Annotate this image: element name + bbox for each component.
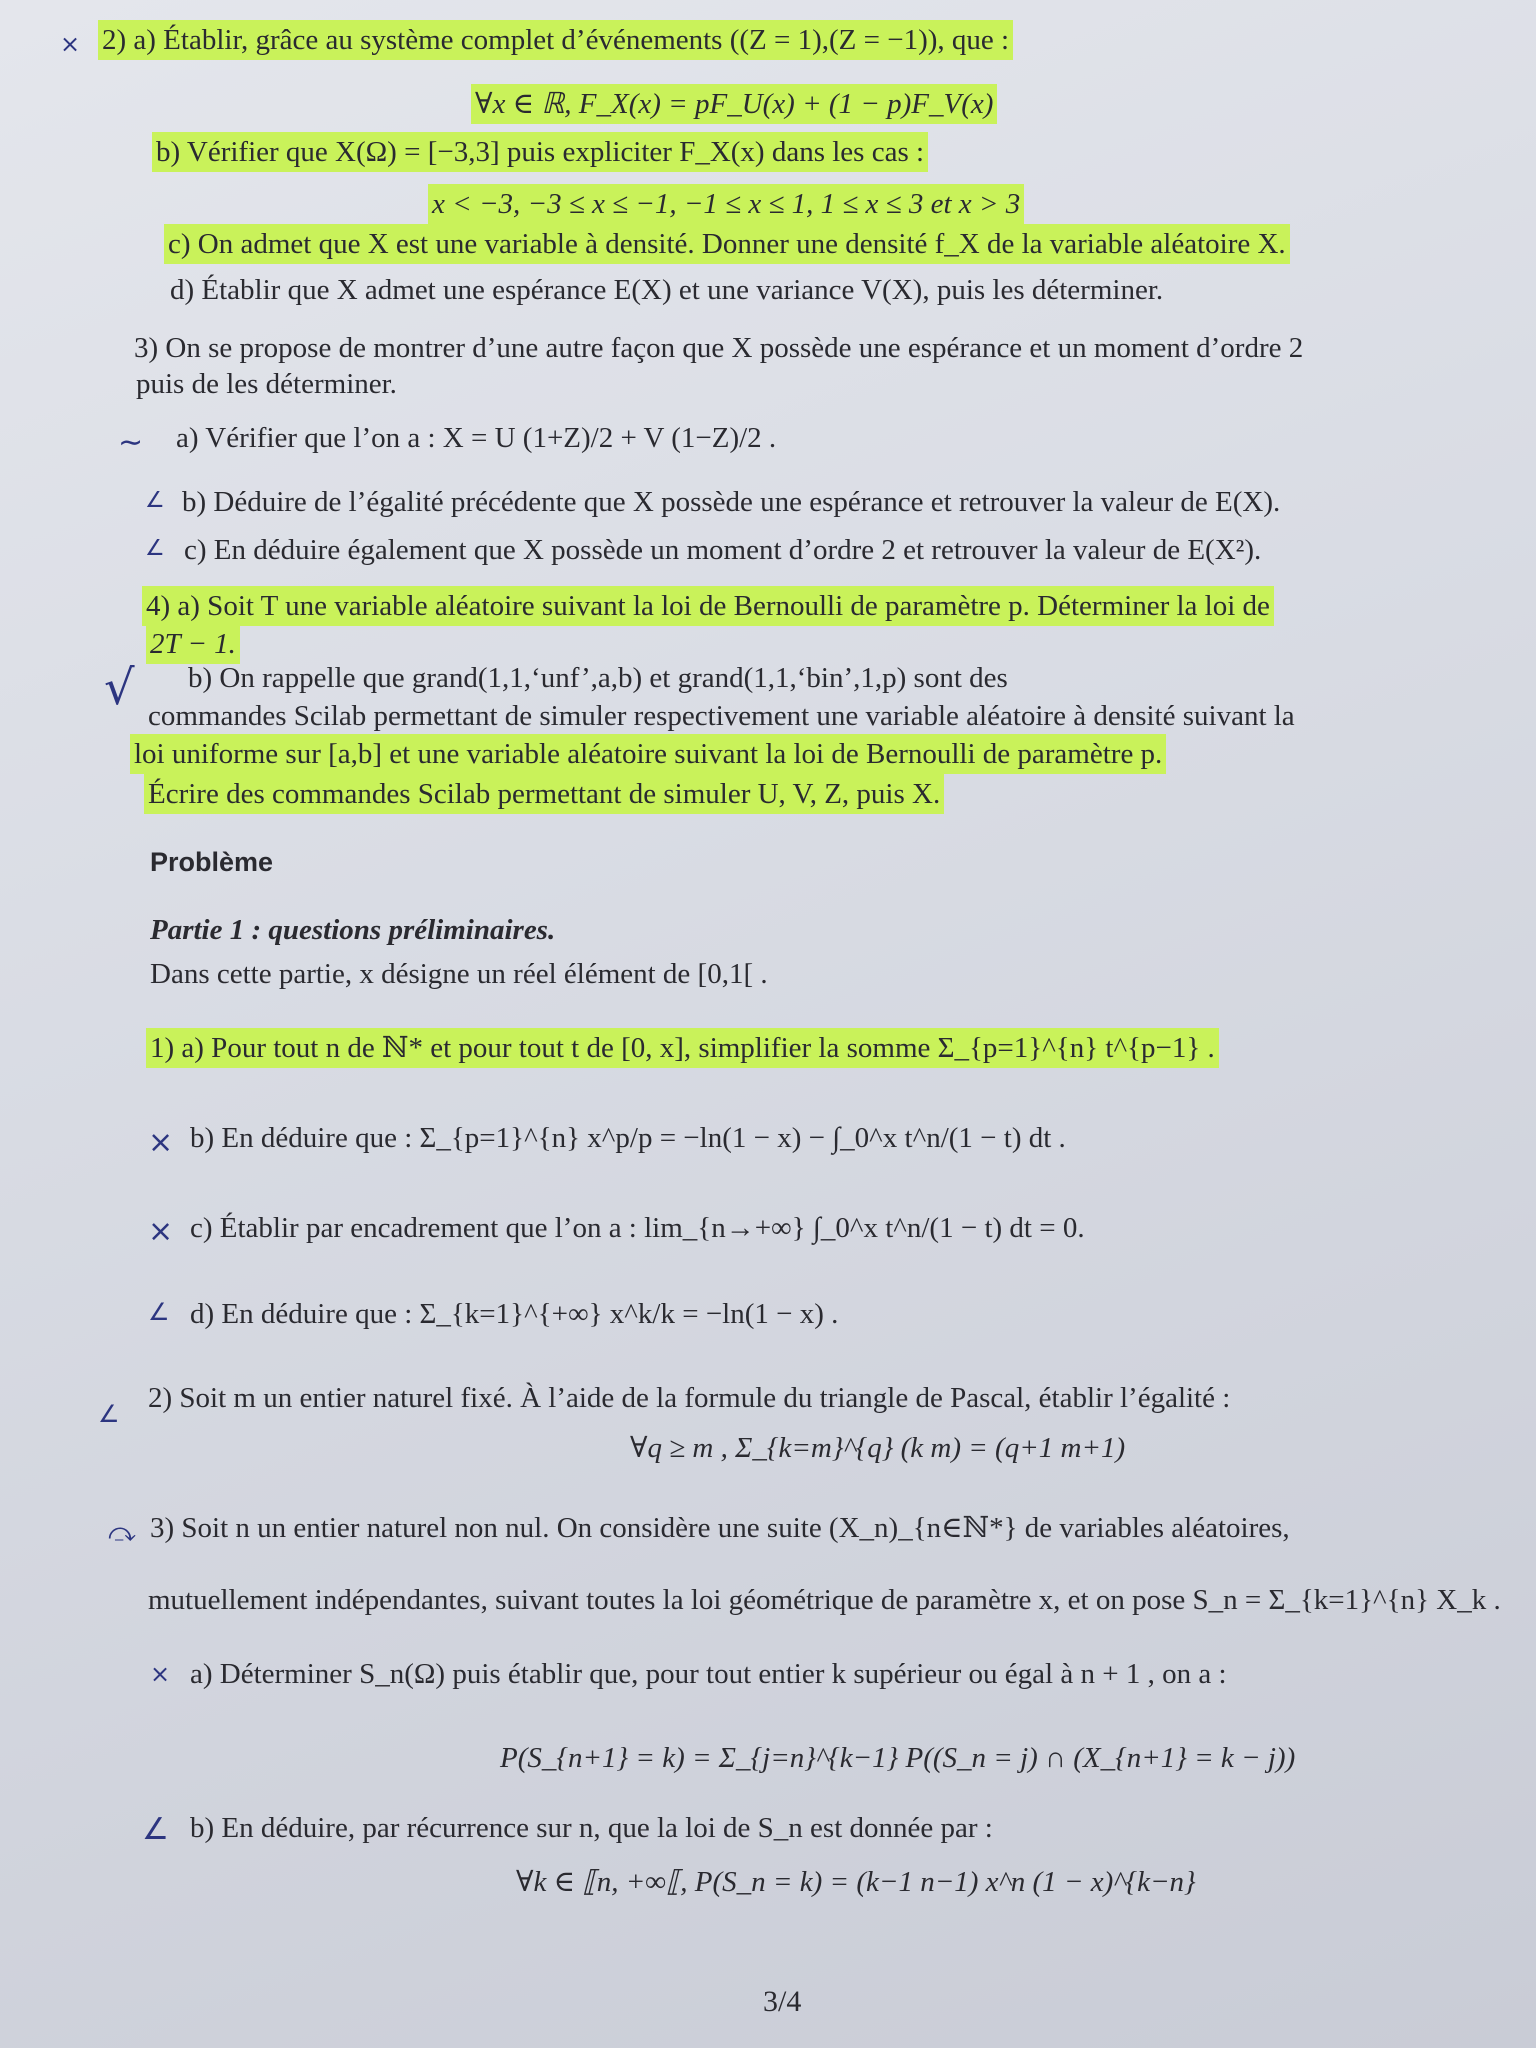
question-3a: a) Vérifier que l’on a : X = U (1+Z)/2 + V (1−Z)/2 . — [176, 422, 777, 454]
question-2c: c) On admet que X est une variable à densité. Donner une densité f_X de la variable aléatoire X. — [168, 228, 1286, 260]
cross-mark-icon: × — [150, 1660, 171, 1688]
small-mark-icon: ∠ — [145, 536, 165, 561]
question-4b-line1: b) On rappelle que grand(1,1,‘unf’,a,b) et grand(1,1,‘bin’,1,p) sont des — [188, 662, 1008, 694]
cross-mark-icon: ⨯ — [60, 30, 81, 58]
dash-mark-icon: ∼ — [118, 425, 144, 460]
small-mark-icon: ∠ — [145, 488, 165, 513]
small-mark-icon: ∠ — [148, 1298, 170, 1326]
check-mark-icon: √ — [104, 660, 135, 716]
cross-mark-icon: ⨯ — [148, 1214, 174, 1249]
small-mark-icon: ∠ — [142, 1812, 169, 1847]
partie-1-title: Partie 1 : questions préliminaires. — [150, 914, 556, 946]
question-2d: d) Établir que X admet une espérance E(X) et une variance V(X), puis les déterminer. — [170, 274, 1164, 306]
question-4b-line2: commandes Scilab permettant de simuler respectivement une variable aléatoire à densité suivant la — [148, 700, 1295, 732]
question-3c: c) En déduire également que X possède un moment d’ordre 2 et retrouver la valeur de E(X²). — [184, 534, 1262, 566]
section-title-probleme: Problème — [150, 847, 274, 877]
problem-2-equation: ∀q ≥ m , Σ_{k=m}^{q} (k m) = (q+1 m+1) — [630, 1432, 1126, 1464]
problem-3-line2: mutuellement indépendantes, suivant toutes la loi géométrique de paramètre x, et on pose S_n = Σ_{k=1}^{n} X_k . — [148, 1584, 1501, 1616]
problem-3a: a) Déterminer S_n(Ω) puis établir que, pour tout entier k supérieur ou égal à n + 1 , on a : — [190, 1658, 1227, 1690]
question-4a-line2: 2T − 1. — [150, 628, 236, 660]
question-3b: b) Déduire de l’égalité précédente que X possède une espérance et retrouver la valeur de E(X). — [182, 486, 1281, 518]
problem-3-line1: 3) Soit n un entier naturel non nul. On considère une suite (X_n)_{n∈ℕ*} de variables aléatoires, — [150, 1512, 1290, 1544]
problem-1d: d) En déduire que : Σ_{k=1}^{+∞} x^k/k = −ln(1 − x) . — [190, 1298, 839, 1330]
equation-2a: ∀x ∈ ℝ, F_X(x) = pF_U(x) + (1 − p)F_V(x) — [475, 88, 994, 120]
partie-1-intro: Dans cette partie, x désigne un réel élément de [0,1[ . — [150, 958, 768, 990]
small-mark-icon: ∠ — [98, 1400, 120, 1428]
question-2a: 2) a) Établir, grâce au système complet d’événements ((Z = 1),(Z = −1)), que : — [102, 24, 1010, 56]
question-4b-line3: loi uniforme sur [a,b] et une variable aléatoire suivant la loi de Bernoulli de paramètre p. — [134, 738, 1163, 770]
cross-mark-icon: ⨯ — [148, 1125, 174, 1160]
question-4b-line4: Écrire des commandes Scilab permettant de simuler U, V, Z, puis X. — [148, 778, 941, 810]
cases-2b: x < −3, −3 ≤ x ≤ −1, −1 ≤ x ≤ 1, 1 ≤ x ≤ 3 et x > 3 — [432, 188, 1021, 220]
question-3-line1: 3) On se propose de montrer d’une autre façon que X possède une espérance et un moment d’ordre 2 — [134, 332, 1304, 364]
problem-1b: b) En déduire que : Σ_{p=1}^{n} x^p/p = −ln(1 − x) − ∫_0^x t^n/(1 − t) dt . — [190, 1122, 1066, 1154]
problem-1c: c) Établir par encadrement que l’on a : lim_{n→+∞} ∫_0^x t^n/(1 − t) dt = 0. — [190, 1212, 1085, 1244]
dash-mark-icon: ⤼ — [108, 1518, 136, 1548]
problem-3b-equation: ∀k ∈ ⟦n, +∞⟦, P(S_n = k) = (k−1 n−1) x^n (1 − x)^{k−n} — [516, 1866, 1196, 1898]
question-3-line2: puis de les déterminer. — [136, 368, 397, 400]
question-2b: b) Vérifier que X(Ω) = [−3,3] puis expliciter F_X(x) dans les cas : — [156, 136, 925, 168]
problem-1a: 1) a) Pour tout n de ℕ* et pour tout t de [0, x], simplifier la somme Σ_{p=1}^{n} t^{p−1} . — [150, 1032, 1215, 1064]
page-number: 3/4 — [763, 1985, 802, 2018]
problem-3a-equation: P(S_{n+1} = k) = Σ_{j=n}^{k−1} P((S_n = j) ∩ (X_{n+1} = k − j)) — [500, 1742, 1296, 1774]
question-4a-line1: 4) a) Soit T une variable aléatoire suivant la loi de Bernoulli de paramètre p. Déterminer la loi de — [146, 590, 1270, 622]
problem-3b: b) En déduire, par récurrence sur n, que la loi de S_n est donnée par : — [190, 1812, 993, 1844]
problem-2: 2) Soit m un entier naturel fixé. À l’aide de la formule du triangle de Pascal, établir l’égalité : — [148, 1382, 1231, 1414]
